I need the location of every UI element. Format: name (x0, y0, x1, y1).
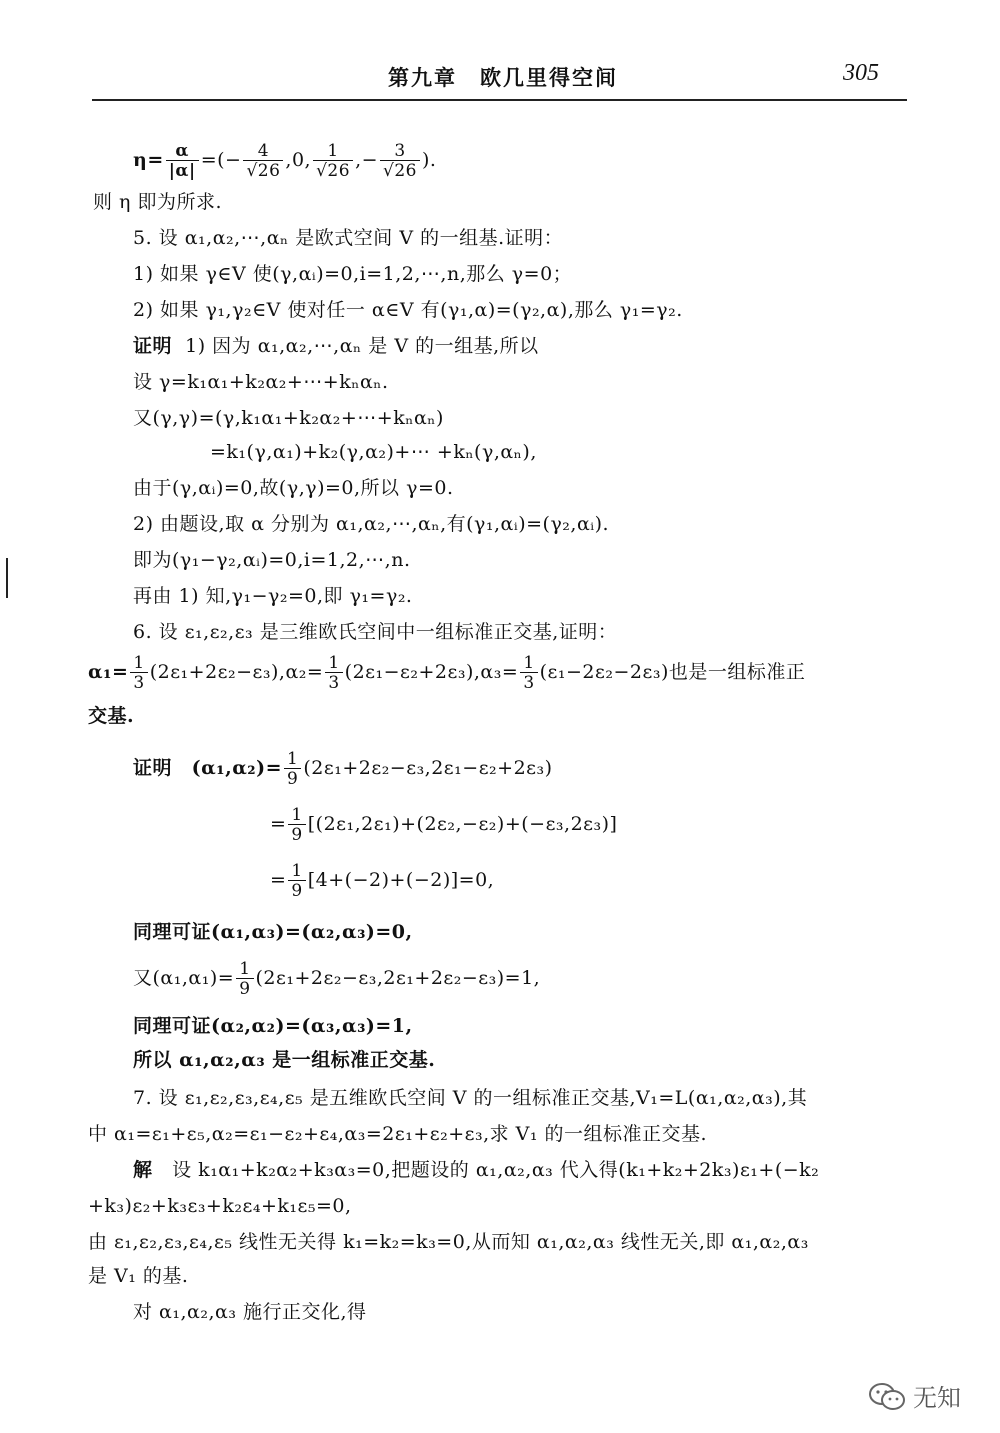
alpha-definitions: α₁= $\frac{1}{3}$ (2ε₁+2ε₂−ε₃),α₂= $\frac{1}{3}$ (2ε₁−ε₂+2ε₃),α₃= $\frac{1}{3}$ (ε₁−2ε₂−2ε₃)也是一组标准正 (88, 653, 806, 693)
problem-5-part1: 1) 如果 γ∈V 使(γ,αᵢ)=0,i=1,2,⋯,n,那么 γ=0； (133, 263, 573, 285)
third-fraction-2: $\frac{1}{3}$ (325, 654, 342, 692)
solution-7-line1: 解 设 k₁α₁+k₂α₂+k₃α₃=0,把题设的 α₁,α₂,α₃ 代入得(k₁+k₂+2k₃)ε₁+(−k₂ (133, 1159, 820, 1181)
solution-7-line2: +k₃)ε₂+k₃ε₃+k₂ε₄+k₁ε₅=0, (88, 1195, 352, 1217)
page-number: 305 (843, 60, 879, 86)
ninth-fraction-2: $\frac{1}{9}$ (288, 806, 305, 844)
third-fraction-3: $\frac{1}{3}$ (520, 654, 537, 692)
margin-mark (6, 558, 8, 598)
proof-label: 证明 (133, 335, 173, 357)
problem-5-part2: 2) 如果 γ₁,γ₂∈V 使对任一 α∈V 有(γ₁,α)=(γ₂,α),那么 γ₁=γ₂. (133, 299, 683, 321)
gamma-inner: 又(γ,γ)=(γ,k₁α₁+k₂α₂+⋯+kₙαₙ) (133, 407, 444, 429)
proof-6-line2: = $\frac{1}{9}$ [(2ε₁,2ε₁)+(2ε₂,−ε₂)+(−ε₃,2ε₃)] (270, 805, 618, 845)
problem-5: 5. 设 α₁,α₂,⋯,αₙ 是欧式空间 V 的一组基.证明： (133, 227, 564, 249)
eta-fraction-1: $\frac{4}{√26}$ (243, 142, 283, 180)
since-line: 由于(γ,αᵢ)=0,故(γ,γ)=0,所以 γ=0. (133, 477, 454, 499)
solution-7-line4: 是 V₁ 的基. (88, 1265, 189, 1287)
proof-5-part2: 2) 由题设,取 α 分别为 α₁,α₂,⋯,αₙ,有(γ₁,αᵢ)=(γ₂,αᵢ). (133, 513, 610, 535)
problem-7-line1: 7. 设 ε₁,ε₂,ε₃,ε₄,ε₅ 是五维欧氏空间 V 的一组标准正交基,V₁=L(α₁,α₂,α₃),其 (133, 1087, 808, 1109)
conclusion-6: 所以 α₁,α₂,α₃ 是一组标准正交基. (133, 1049, 436, 1071)
gamma-inner-cont: =k₁(γ,α₁)+k₂(γ,α₂)+⋯ +kₙ(γ,αₙ), (210, 441, 537, 463)
watermark-text: 无知 (913, 1384, 961, 1412)
alpha-norm-line: 又(α₁,α₁)= $\frac{1}{9}$ (2ε₁+2ε₂−ε₃,2ε₁+2ε₂−ε₃)=1, (133, 959, 541, 999)
proof-5-line: 证明 1) 因为 α₁,α₂,⋯,αₙ 是 V 的一组基,所以 (133, 335, 539, 357)
solution-label: 解 (133, 1159, 153, 1181)
again-line: 再由 1) 知,γ₁−γ₂=0,即 γ₁=γ₂. (133, 585, 413, 607)
chapter-title: 第九章 欧几里得空间 (388, 66, 618, 90)
ie-line: 即为(γ₁−γ₂,αᵢ)=0,i=1,2,⋯,n. (133, 549, 411, 571)
watermark (868, 1382, 961, 1419)
proof-6-line3: = $\frac{1}{9}$ [4+(−2)+(−2)]=0, (270, 861, 495, 901)
eta-fraction: $\frac{\alpha}{|\alpha|}$ (166, 142, 199, 180)
solution-7-line3: 由 ε₁,ε₂,ε₃,ε₄,ε₅ 线性无关得 k₁=k₂=k₃=0,从而知 α₁,α₂,α₃ 线性无关,即 α₁,α₂,α₃ (88, 1231, 809, 1253)
eta-formula: η= $\frac{\alpha}{|\alpha|}$ =(− $\frac{4}{√26}$ ,0, $\frac{1}{√26}$ ,− $\frac{3}{√26}$ ). (133, 141, 437, 181)
ninth-fraction-4: $\frac{1}{9}$ (236, 960, 253, 998)
proof-6-line1: 证明 (α₁,α₂)= $\frac{1}{9}$ (2ε₁+2ε₂−ε₃,2ε₁−ε₂+2ε₃) (133, 749, 553, 789)
set-gamma: 设 γ=k₁α₁+k₂α₂+⋯+kₙαₙ. (133, 371, 389, 393)
problem-7-line2: 中 α₁=ε₁+ε₅,α₂=ε₁−ε₂+ε₄,α₃=2ε₁+ε₂+ε₃,求 V₁ 的一组标准正交基. (88, 1123, 708, 1145)
eta-fraction-2: $\frac{1}{√26}$ (313, 142, 353, 180)
same-proof-1: 同理可证(α₁,α₃)=(α₂,α₃)=0, (133, 921, 413, 943)
eta-fraction-3: $\frac{3}{√26}$ (380, 142, 420, 180)
header-rule (92, 99, 907, 101)
ninth-fraction-1: $\frac{1}{9}$ (284, 750, 301, 788)
third-fraction-1: $\frac{1}{3}$ (130, 654, 147, 692)
solution-7-line5: 对 α₁,α₂,α₃ 施行正交化,得 (133, 1301, 367, 1323)
problem-6: 6. 设 ε₁,ε₂,ε₃ 是三维欧氏空间中一组标准正交基,证明： (133, 621, 618, 643)
same-proof-2: 同理可证(α₂,α₂)=(α₃,α₃)=1, (133, 1015, 413, 1037)
then-line: 则 η 即为所求. (93, 191, 223, 213)
basis-word: 交基. (88, 705, 135, 727)
eta-lhs: η= (133, 149, 164, 171)
wechat-icon (868, 1393, 913, 1418)
ninth-fraction-3: $\frac{1}{9}$ (288, 862, 305, 900)
